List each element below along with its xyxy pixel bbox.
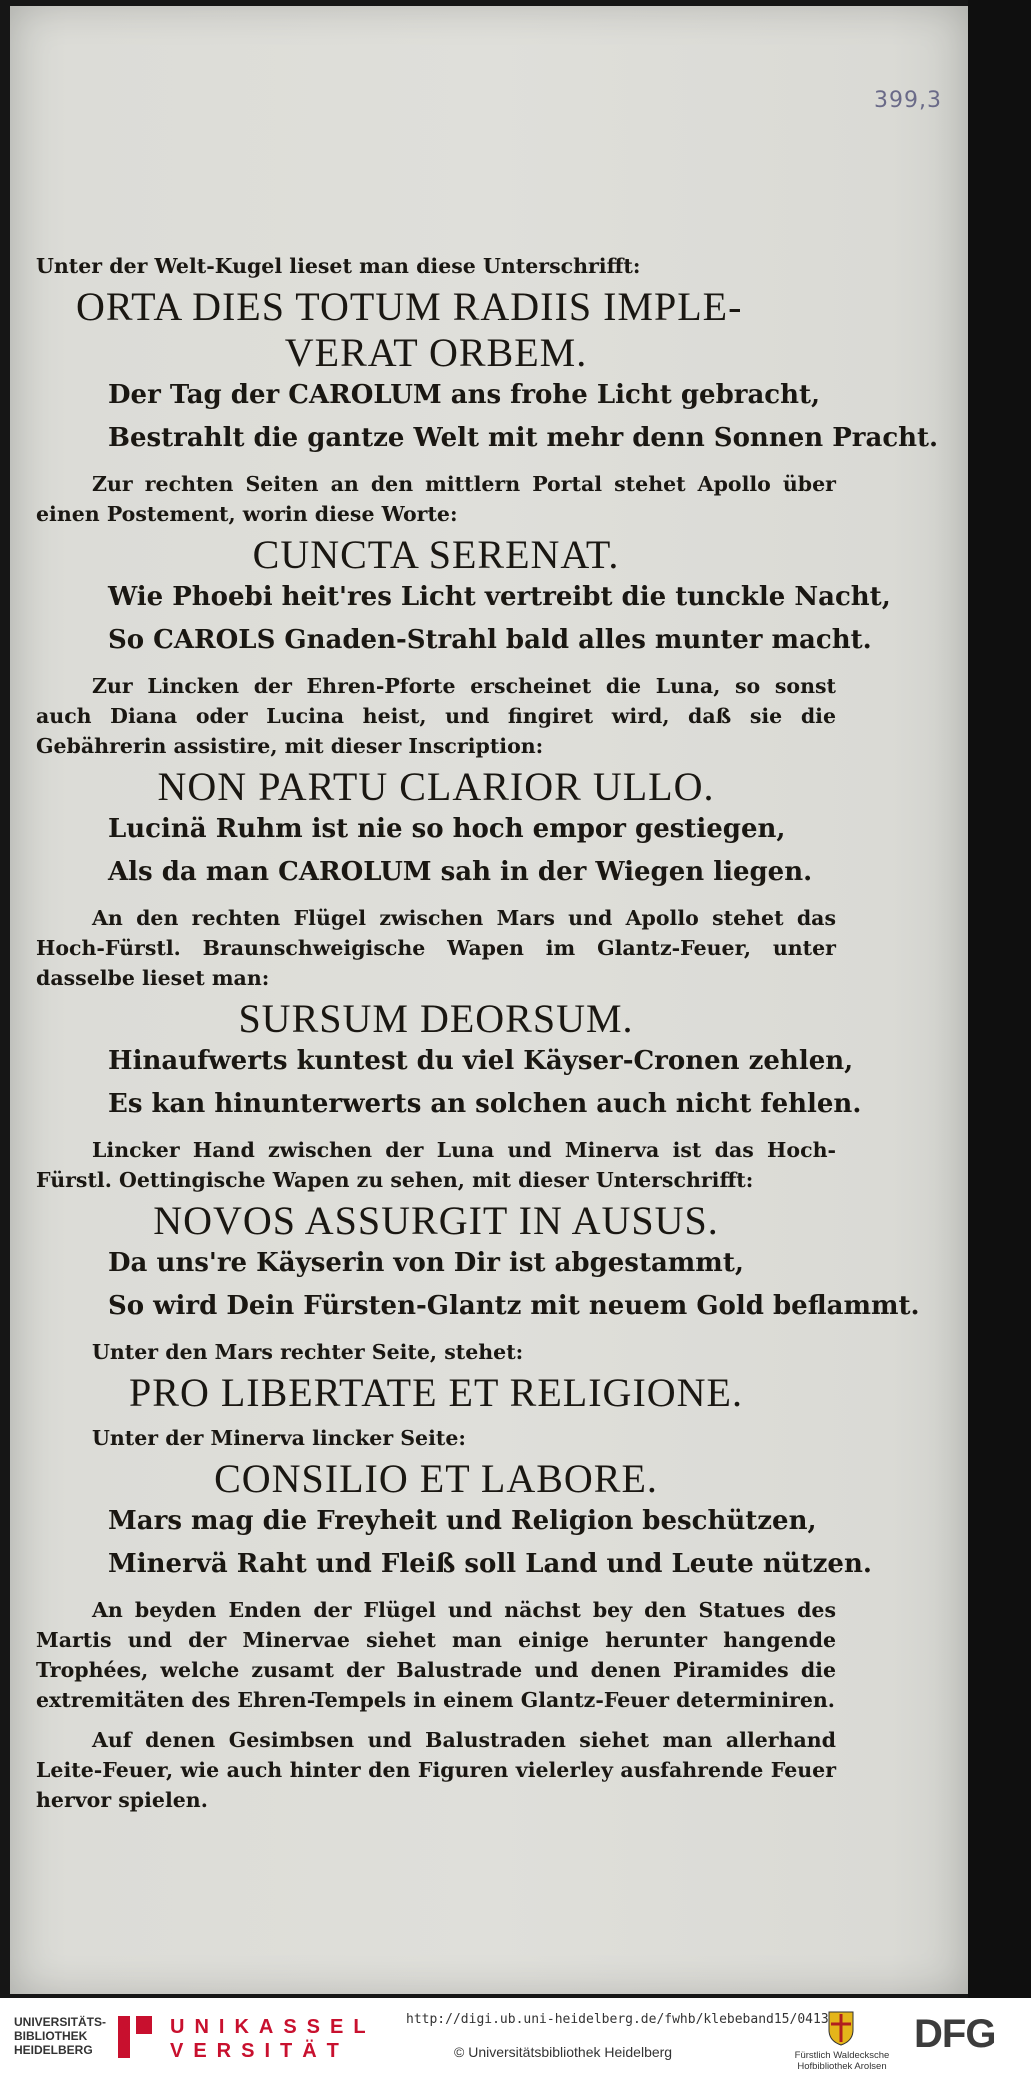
- paragraph: An den rechten Flügel zwischen Mars und Apollo stehet das Hoch-Fürstl. Braunschweigische Wapen im Glantz-Feuer, unter dasselbe lieset man:: [36, 906, 836, 990]
- verse-line: Es kan hinunterwerts an solchen auch nicht fehlen.: [108, 1089, 862, 1119]
- latin-motto: SURSUM DEORSUM.: [238, 996, 634, 1041]
- verse-line: Als da man CAROLUM sah in der Wiegen liegen.: [108, 857, 813, 887]
- latin-motto: PRO LIBERTATE ET RELIGIONE.: [129, 1370, 743, 1415]
- latin-motto: NON PARTU CLARIOR ULLO.: [157, 764, 715, 809]
- paragraph: Lincker Hand zwischen der Luna und Minerva ist das Hoch-Fürstl. Oettingische Wapen zu sehen, mit dieser Unterschrifft:: [36, 1138, 836, 1192]
- shelfmark-annotation: 399,3: [874, 88, 942, 113]
- scan-background: [968, 0, 1031, 1998]
- verse-line: Wie Phoebi heit'res Licht vertreibt die tunckle Nacht,: [108, 582, 891, 612]
- crest-icon: [826, 2006, 856, 2046]
- paragraph: Zur rechten Seiten an den mittlern Portal stehet Apollo über einen Postement, worin diese Worte:: [36, 472, 836, 526]
- heidelberg-library-logo[interactable]: UNIVERSITÄTS-BIBLIOTHEK HEIDELBERG: [14, 2015, 107, 2057]
- kassel-logo-icon: [116, 2012, 156, 2062]
- footer-bar: [0, 1998, 1031, 2077]
- paragraph: Unter der Welt-Kugel lieset man diese Unterschrifft:: [36, 254, 641, 278]
- latin-motto: VERAT ORBEM.: [284, 330, 588, 375]
- kassel-logo-line2: VERSITÄT: [170, 2040, 349, 2062]
- copyright-notice: © Universitätsbibliothek Heidelberg: [454, 2044, 673, 2060]
- verse-line: Bestrahlt die gantze Welt mit mehr denn Sonnen Pracht.: [108, 423, 939, 453]
- kassel-logo-line1: UNIKASSEL: [170, 2016, 376, 2038]
- verse-line: So wird Dein Fürsten-Glantz mit neuem Gold beflammt.: [108, 1291, 920, 1321]
- paragraph: Auf denen Gesimbsen und Balustraden siehet man allerhand Leite-Feuer, wie auch hinter den Figuren vielerley ausfahrende Feuer hervor spielen.: [36, 1728, 836, 1812]
- verse-line: So CAROLS Gnaden-Strahl bald alles munter macht.: [108, 625, 872, 655]
- document-page: [10, 6, 968, 1994]
- dfg-logo[interactable]: DFG: [914, 2012, 996, 2056]
- document-text: [36, 251, 939, 1815]
- latin-motto: CUNCTA SERENAT.: [252, 532, 620, 577]
- paragraph: An beyden Enden der Flügel und nächst bey den Statues des Martis und der Minervae siehet man einige herunter hangende Trophées, welche zusamt der Balustrade und denen Piramides die extremitäten des Ehren-Tempels in einem Glantz-Feuer determiniren.: [36, 1598, 836, 1712]
- verse-line: Lucinä Ruhm ist nie so hoch empor gestiegen,: [108, 814, 786, 844]
- paragraph: Unter der Minerva lincker Seite:: [92, 1426, 466, 1450]
- paragraph: Zur Lincken der Ehren-Pforte erscheinet die Luna, so sonst auch Diana oder Lucina heist, und fingiret wird, daß sie die Gebährerin assistire, mit dieser Inscription:: [36, 674, 836, 758]
- paragraph: Unter den Mars rechter Seite, stehet:: [92, 1340, 524, 1364]
- verse-line: Hinaufwerts kuntest du viel Käyser-Cronen zehlen,: [108, 1046, 854, 1076]
- arolsen-library-logo[interactable]: Fürstlich Waldecksche Hofbibliothek Arolsen: [794, 2050, 890, 2072]
- verse-line: Da uns're Käyserin von Dir ist abgestammt,: [108, 1248, 744, 1278]
- verse-line: Der Tag der CAROLUM ans frohe Licht gebracht,: [108, 380, 821, 410]
- uni-kassel-logo[interactable]: [116, 2010, 376, 2066]
- latin-motto: NOVOS ASSURGIT IN AUSUS.: [153, 1198, 719, 1243]
- latin-motto: CONSILIO ET LABORE.: [214, 1456, 658, 1501]
- verse-line: Mars mag die Freyheit und Religion beschützen,: [108, 1506, 817, 1536]
- source-url-link[interactable]: http://digi.ub.uni-heidelberg.de/fwhb/klebeband15/0413: [406, 2012, 829, 2027]
- verse-line: Minervä Raht und Fleiß soll Land und Leute nützen.: [108, 1549, 872, 1579]
- latin-motto: ORTA DIES TOTUM RADIIS IMPLE-: [76, 284, 743, 329]
